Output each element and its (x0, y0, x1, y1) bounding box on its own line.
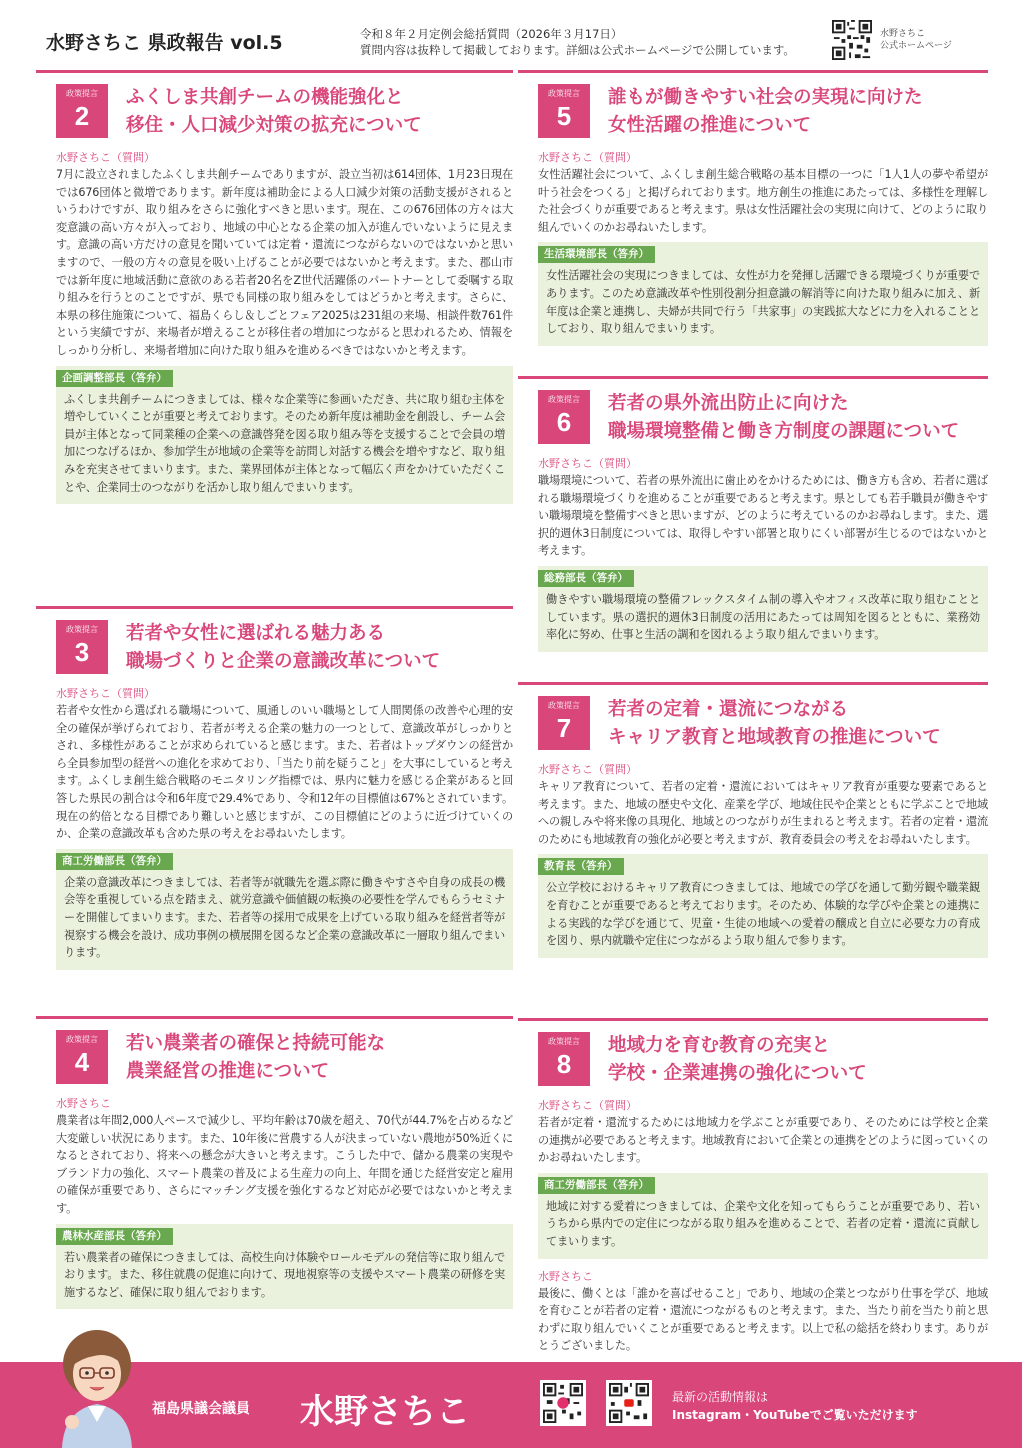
avatar-illustration-icon (54, 1318, 140, 1448)
question-text: 職場環境について、若者の県外流出に歯止めをかけるためには、働き方も含め、若者に選ばれる職場環境づくりを進めることが重要であると考えます。県としても若手職員が働きやすい職場環境を整備すべきと思いますが、どのように考えているのかお尋ねします。また、選択的週休3日制度については、取得しやすい部署と取りにくい部署が生じるのではないかと考えます。 (538, 474, 988, 558)
section-body (538, 1098, 988, 1355)
answer-label: 総務部長（答弁） (538, 570, 634, 587)
footer-note-line1: 最新の活動情報は (672, 1390, 769, 1404)
title-line1: 若者の県外流出防止に向けた (608, 393, 849, 414)
badge-number: 7 (556, 713, 572, 743)
title-line2: 農業経営の推進について (126, 1061, 330, 1082)
question-label: 水野さちこ（質問） (538, 763, 637, 776)
badge-label: 政策提言 (548, 395, 580, 404)
policy-section-8 (518, 1018, 988, 1362)
question-text: 若者が定着・還流するためには地域力を学ぶことが重要であり、そのためには学校と企業の連携が必要であると考えます。地域教育において企業との連携をどのように図っていくのかお尋ねいたします。 (538, 1116, 988, 1165)
section-badge (538, 390, 590, 444)
title-line1: 若者の定着・還流につながる (608, 699, 849, 720)
section-title (608, 696, 988, 752)
section-body (538, 456, 988, 652)
badge-label: 政策提言 (66, 625, 98, 634)
answer-label: 農林水産部長（答弁） (56, 1228, 173, 1245)
answer-box (56, 1224, 513, 1310)
question-text: 7月に設立されましたふくしま共創チームでありますが、設立当初は614団体、1月23日現在では676団体と微増であります。新年度は補助金による人口減少対策の活動支援がされるというわけですが、取り組みをさらに強化すべきと思います。現在、この676団体の方々は大変意識の高い方々が入っており、地域の中心となる企業の加入が進んでいないように見えます。意識の高い方だけの意見を聞いていては定着・還流につながらないのではないかと思いますので、一般の方々の意見を吸い上げることが必要ではないかと考えます。また、郡山市では新年度に地域活動に意欲のある若者20名をZ世代活躍係のパートナーとして委嘱する取り組みを行うとのことですが、県でも同様の取り組みをしてはどうかと考えます。さらに、本県の移住施策について、福島くらし＆しごとフェア2025は231組の来場、相談件数761件という実績ですが、来場者が増えることが移住者の増加につながると思われるため、情報をしっかり分析し、来場者増加に向けた取り組みを進めるべきではないかと考えます。 (56, 168, 513, 357)
page-title: 水野さちこ 県政報告 vol.5 (46, 32, 283, 54)
answer-box (538, 854, 988, 957)
title-line2: 女性活躍の推進について (608, 115, 812, 136)
youtube-qr-code-icon[interactable] (606, 1380, 652, 1426)
question-text: 若者や女性から選ばれる職場について、風通しのいい職場として人間関係の改善や心理的安全の確保が挙げられており、若者が考える企業の魅力の一つとして、意識改革がしっかりとされ、多様性があることが求められていると感じます。また、若者はトップダウンの経営から全員参加型の経営への進化を求めており、「当たり前を疑うこと」を大事にしていると考えます。ふくしま創生総合戦略のモニタリング指標では、県内に魅力を感じる企業があると回答した県民の割合は令和6年度で29.4%であり、令和12年の目標値は67%とされています。現在の約倍となる目標であり難しいと感じますが、この目標値にどのように近づけていくのか、企業の意識改革も含めた県の考えをお尋ねいたします。 (56, 704, 513, 841)
section-body (56, 150, 513, 504)
title-line2: 職場環境整備と働き方制度の課題について (608, 421, 960, 442)
badge-number: 2 (74, 101, 90, 131)
section-title (608, 390, 988, 446)
header-info-line1: 令和８年２月定例会総括質問（2026年３月17日） (360, 27, 623, 41)
section-title (608, 84, 988, 140)
closing-label: 水野さちこ (538, 1269, 593, 1283)
policy-section-2 (36, 70, 513, 590)
section-body (56, 686, 513, 970)
section-divider (36, 606, 513, 609)
badge-number: 4 (74, 1047, 90, 1077)
page-header (0, 0, 1022, 70)
badge-label: 政策提言 (548, 89, 580, 98)
question-label: 水野さちこ（質問） (538, 457, 637, 470)
homepage-qr-code-icon[interactable] (832, 20, 872, 60)
title-line1: ふくしま共創チームの機能強化と (126, 87, 404, 108)
answer-text: 女性活躍社会の実現につきましては、女性が力を発揮し活躍できる環境づくりが重要であります。このため意識改革や性別役割分担意識の解消等に向けた取り組みに加え、新年度は企業と連携し、夫婦が共同で行う「共家事」の実践拡大などに力を入れることとしており、取り組んでまいります。 (546, 269, 980, 336)
footer-name: 水野さちこ (300, 1392, 470, 1432)
answer-box (538, 1173, 988, 1259)
footer-note-line2: Instagram・YouTubeでご覧いただけます (672, 1408, 918, 1422)
answer-text: 働きやすい職場環境の整備フレックスタイム制の導入やオフィス改革に取り組むこととしています。県の選択的週休3日制度の活用にあたっては周知を図るとともに、業務効率化に努め、仕事と生活の調和を図れるよう取り組んでまいります。 (546, 592, 980, 642)
section-badge (538, 1032, 590, 1086)
section-divider (518, 70, 988, 73)
section-body (538, 150, 988, 346)
section-badge (538, 84, 590, 138)
question-text: キャリア教育について、若者の定着・還流においてはキャリア教育が重要な要素であると考えます。また、地域の歴史や文化、産業を学び、地域住民や企業とともに学ぶことで地域への親しみや将来像の具現化、地域とのつながりが生まれると考えます。若者の定着・還流のためにも地域教育の強化が必要と考えますが、教育委員会の考えをお尋ねいたします。 (538, 780, 988, 846)
policy-section-7 (518, 682, 988, 1012)
answer-label: 教育長（答弁） (538, 858, 624, 875)
answer-text: 地域に対する愛着につきましては、企業や文化を知ってもらうことが重要であり、若いうちから県内での定住につながる取り組みを進めることで、若者の定着・還流に貢献してまいります。 (546, 1199, 980, 1248)
title-line1: 若い農業者の確保と持続可能な (126, 1033, 386, 1054)
section-divider (518, 376, 988, 379)
answer-label: 生活環境部長（答弁） (538, 246, 655, 263)
title-line2: 学校・企業連携の強化について (608, 1063, 867, 1084)
header-info (360, 26, 795, 58)
answer-text: 企業の意識改革につきましては、若者等が就職先を選ぶ際に働きやすさや自身の成長の機会等を重視している点を踏まえ、就労意識や価値観の転換の必要性を学んでもらうセミナーを開催してまいります。また、若者等の採用で成果を上げている取り組みを経営者等が視察する機会を設け、成功事例の横展開を図るなど企業の意識改革に一層取り組んでまいります。 (64, 875, 505, 960)
question-text: 農業者は年間2,000人ペースで減少し、平均年齢は70歳を超え、70代が44.7%を占めるなど大変厳しい状況にあります。また、10年後に営農する人が決まっていない農地が50%近くになるとされており、将来への懸念が大きいと考えます。こうした中で、儲かる農業の実現やブランド力の強化、スマート農業の普及による生産力の向上、年間を通じた経営安定と雇用の確保が重要であり、さらにマッチング支援を強化するなど対応が必要ではないかと考えます。 (56, 1114, 513, 1215)
footer-role: 福島県議会議員 (152, 1401, 250, 1417)
badge-number: 3 (74, 637, 90, 667)
section-title (126, 620, 513, 676)
section-body (56, 1096, 513, 1309)
section-badge (56, 84, 108, 138)
section-divider (36, 70, 513, 73)
badge-number: 5 (556, 101, 572, 131)
section-title (608, 1032, 988, 1088)
answer-label: 企画調整部長（答弁） (56, 370, 173, 387)
title-line2: キャリア教育と地域教育の推進について (608, 727, 941, 748)
title-line1: 誰もが働きやすい社会の実現に向けた (608, 87, 923, 108)
answer-label: 商工労働部長（答弁） (56, 853, 173, 870)
answer-box (56, 366, 513, 505)
policy-section-5 (518, 70, 988, 360)
question-text: 女性活躍社会について、ふくしま創生総合戦略の基本目標の一つに「1人1人の夢や希望が叶う社会をつくる」と掲げられております。地方創生の推進にあたっては、多様性を理解した社会づくりが重要であると考えます。県は女性活躍社会の実現に向けて、どのように取り組んでいくのかお尋ねいたします。 (538, 168, 988, 234)
section-body (538, 762, 988, 958)
section-title (126, 84, 513, 140)
qr-label-line2: 公式ホームページ (880, 41, 952, 51)
answer-box (538, 242, 988, 345)
question-label: 水野さちこ（質問） (56, 687, 155, 700)
answer-label: 商工労働部長（答弁） (538, 1177, 655, 1194)
answer-box (56, 849, 513, 970)
badge-number: 8 (556, 1049, 572, 1079)
section-badge (56, 620, 108, 674)
section-divider (36, 1016, 513, 1019)
title-line2: 職場づくりと企業の意識改革について (126, 651, 441, 672)
section-title (126, 1030, 513, 1086)
badge-label: 政策提言 (66, 1035, 98, 1044)
badge-label: 政策提言 (548, 701, 580, 710)
badge-number: 6 (556, 407, 572, 437)
badge-label: 政策提言 (66, 89, 98, 98)
question-label: 水野さちこ（質問） (56, 151, 155, 164)
title-line1: 地域力を育む教育の充実と (608, 1035, 831, 1056)
closing-text: 最後に、働くとは「誰かを喜ばせること」であり、地域の企業とつながり仕事を学び、地域を育むことが若者の定着・還流につながるものと考えます。また、当たり前を当たり前と思わずに取り組んでいくことが重要であると考えます。以上で私の総括を終わります。ありがとうございました。 (538, 1286, 988, 1353)
policy-section-3 (36, 606, 513, 1006)
section-badge (538, 696, 590, 750)
policy-section-6 (518, 376, 988, 676)
answer-text: 公立学校におけるキャリア教育につきましては、地域での学びを通して勤労観や職業観を育むことが重要であると考えております。そのため、体験的な学びや企業との連携による実践的な学びを通じて、児童・生徒の地域への愛着の醸成と自立に必要な力の育成を図り、県内就職や定住につながるよう取り組んで参ります。 (546, 881, 980, 948)
answer-text: 若い農業者の確保につきましては、高校生向け体験やロールモデルの発信等に取り組んでおります。また、移住就農の促進に向けて、現地視察等の支援やスマート農業の研修を実施するなど、確保に取り組んでおります。 (64, 1250, 505, 1299)
policy-section-4 (36, 1016, 513, 1356)
title-line2: 移住・人口減少対策の拡充について (126, 115, 422, 136)
qr-label-line1: 水野さちこ (880, 29, 926, 39)
qr-label (880, 28, 952, 52)
question-label: 水野さちこ（質問） (538, 1099, 637, 1112)
badge-label: 政策提言 (548, 1037, 580, 1046)
section-badge (56, 1030, 108, 1084)
answer-box (538, 566, 988, 652)
question-label: 水野さちこ（質問） (538, 151, 637, 164)
title-line1: 若者や女性に選ばれる魅力ある (126, 623, 386, 644)
section-divider (518, 1018, 988, 1021)
instagram-qr-code-icon[interactable] (540, 1380, 586, 1426)
question-label: 水野さちこ (56, 1097, 111, 1110)
section-divider (518, 682, 988, 685)
answer-text: ふくしま共創チームにつきましては、様々な企業等に参画いただき、共に取り組む主体を増やしていくことが重要と考えております。そのため新年度は補助金を創設し、チーム会員が主体となって同業種の企業への意識啓発を図る取り組み等を支援することで会員の増加につなげるほか、参加学生が地域の企業等を訪問し対話する機会を増やすなど、取り組みを充実させてまいります。また、業界団体が主体となって幅広く声をかけていただくことや、企業同士のつながりを活かし取り組んでまいります。 (64, 392, 505, 494)
header-info-line2: 質問内容は抜粋して掲載しております。詳細は公式ホームページで公開しています。 (360, 43, 795, 57)
